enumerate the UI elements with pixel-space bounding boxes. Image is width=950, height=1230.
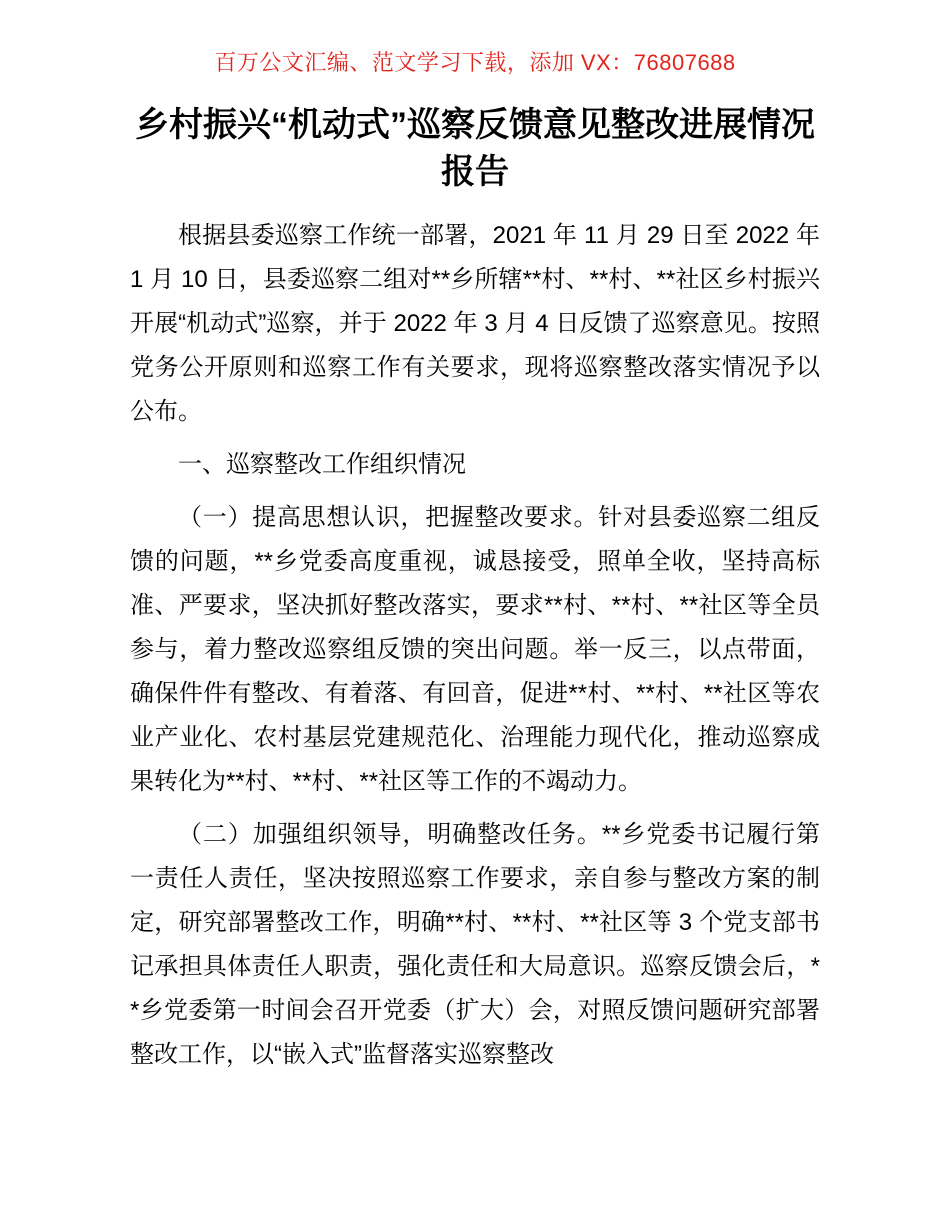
document-body	[130, 214, 820, 1077]
paragraph-intro: 根据县委巡察工作统一部署，2021 年 11 月 29 日至 2022 年 1 月 10 日，县委巡察二组对**乡所辖**村、**村、**社区乡村振兴开展“机动式”巡察，并于 2022 年 3 月 4 日反馈了巡察意见。按照党务公开原则和巡察工作有关要求，现将巡察整改落实情况予以公布。	[130, 222, 820, 425]
section-heading-1: 一、巡察整改工作组织情况	[178, 451, 466, 478]
paragraph-section1-item2: （二）加强组织领导，明确整改任务。**乡党委书记履行第一责任人责任，坚决按照巡察工作要求，亲自参与整改方案的制定，研究部署整改工作，明确**村、**村、**社区等 3 个党支部书记承担具体责任人职责，强化责任和大局意识。巡察反馈会后，**乡党委第一时间会召开党委（扩大）会，对照反馈问题研究部署整改工作，以“嵌入式”监督落实巡察整改	[130, 821, 820, 1068]
paragraph-section1-item1: （一）提高思想认识，把握整改要求。针对县委巡察二组反馈的问题，**乡党委高度重视，诚恳接受，照单全收，坚持高标准、严要求，坚决抓好整改落实，要求**村、**村、**社区等全员参与，着力整改巡察组反馈的突出问题。举一反三，以点带面，确保件件有整改、有着落、有回音，促进**村、**村、**社区等农业产业化、农村基层党建规范化、治理能力现代化，推动巡察成果转化为**村、**村、**社区等工作的不竭动力。	[130, 504, 820, 795]
header-notice: 百万公文汇编、范文学习下载，添加 VX：76807688	[214, 50, 736, 75]
document-title: 乡村振兴“机动式”巡察反馈意见整改进展情况报告	[135, 106, 815, 191]
